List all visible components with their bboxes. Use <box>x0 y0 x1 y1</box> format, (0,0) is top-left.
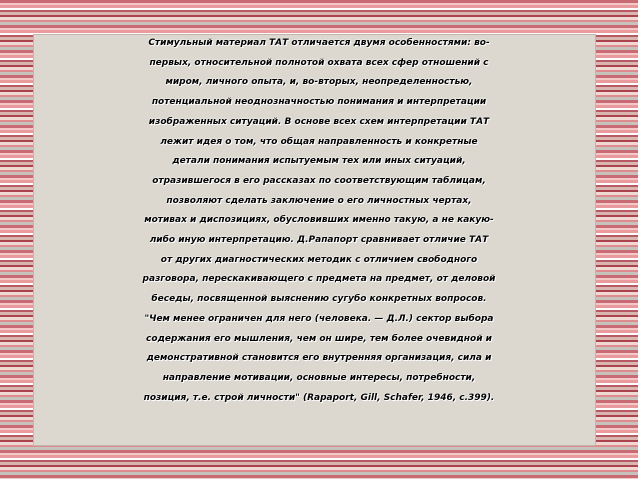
text-line: отразившегося в его рассказах по соответствующим таблицам, <box>152 175 486 186</box>
text-line: разговора, перескакивающего с предмета на предмет, от деловой <box>142 274 496 285</box>
text-line: демонстративной становится его внутренняя организация, сила и <box>146 353 492 364</box>
text-line: беседы, посвященной выяснению сугубо конкретных вопросов. <box>151 294 487 305</box>
text-line: детали понимания испытуемым тех или иных ситуаций, <box>172 156 466 167</box>
text-line: позволяют сделать заключение о его личностных чертах, <box>166 195 472 206</box>
text-line: направление мотивации, основные интересы, потребности, <box>162 372 476 383</box>
text-line: Стимульный материал ТАТ отличается двумя особенностями: во- <box>148 38 490 48</box>
text-line: первых, относительной полнотой охвата всех сфер отношений с <box>149 57 489 68</box>
text-line: лежит идея о том, что общая направленность и конкретные <box>160 136 478 147</box>
text-line: либо иную интерпретацию. Д.Рапапорт сравнивает отличие ТАТ <box>149 235 489 246</box>
text-line: содержания его мышления, чем он шире, тем более очевидной и <box>146 333 492 344</box>
text-line: мотивах и диспозициях, обусловивших именно такую, а не какую- <box>144 215 494 226</box>
text-line: миром, личного опыта, и, во-вторых, неопределенностью, <box>165 77 473 88</box>
text-line: "Чем менее ограничен для него (человека. — Д.Л.) сектор выбора <box>144 313 494 324</box>
text-line: изображенных ситуаций. В основе всех схем интерпретации ТАТ <box>148 116 490 127</box>
slide-body-text <box>0 34 638 408</box>
text-line: потенциальной неоднозначностью понимания и интерпретации <box>151 97 487 108</box>
text-line: позиция, т.е. строй личности" (Rapaport, Gill, Schafer, 1946, с.399). <box>143 392 495 403</box>
text-line: от других диагностических методик с отличием свободного <box>160 254 478 265</box>
